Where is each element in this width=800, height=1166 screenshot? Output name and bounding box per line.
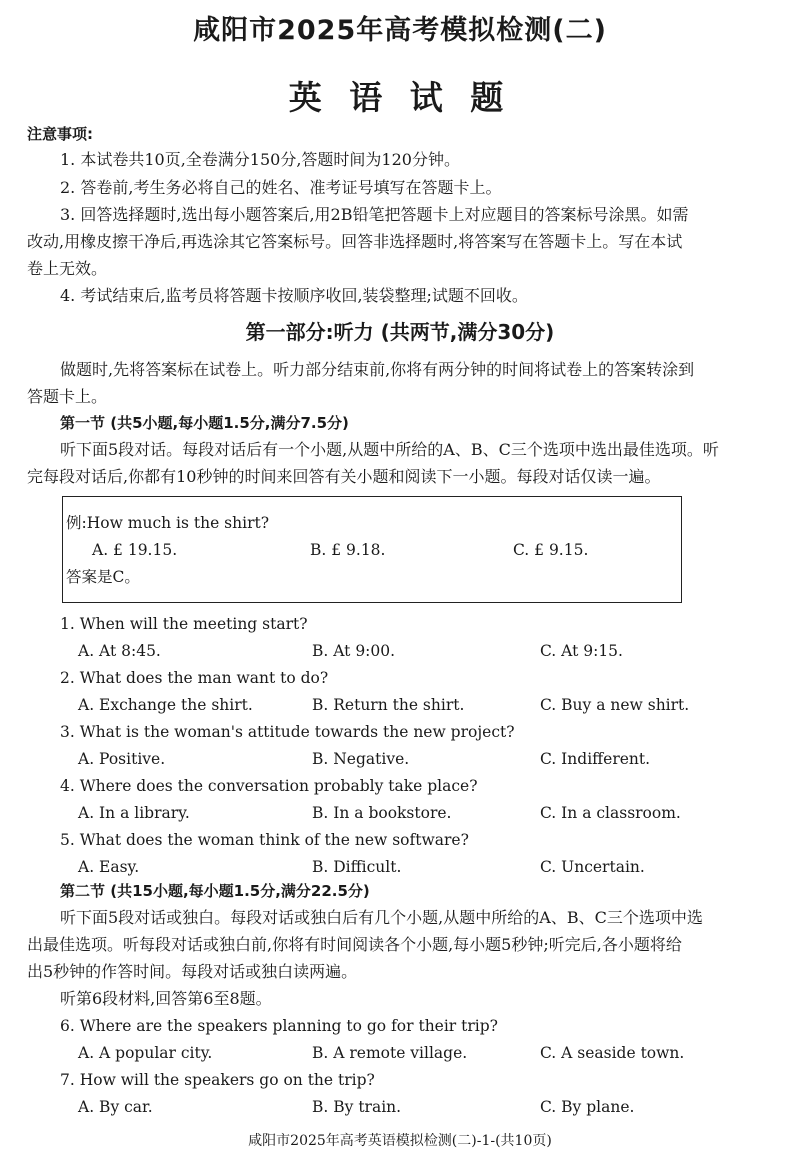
- section2-instructions: 听下面5段对话或独白。每段对话或独白后有几个小题,从题中所给的A、B、C三个选项中选: [60, 908, 703, 927]
- question-6: 6. Where are the speakers planning to go for their trip?: [60, 1017, 498, 1035]
- example-option-b: B. £ 9.18.: [310, 541, 386, 559]
- q4-option-a: A. In a library.: [78, 804, 190, 822]
- question-3: 3. What is the woman's attitude towards the new project?: [60, 723, 515, 741]
- section2-material: 听第6段材料,回答第6至8题。: [60, 989, 272, 1008]
- notes-heading: 注意事项:: [27, 125, 93, 143]
- q7-option-b: B. By train.: [312, 1098, 402, 1116]
- q1-option-c: C. At 9:15.: [540, 642, 623, 660]
- q7-option-c: C. By plane.: [540, 1098, 635, 1116]
- question-5: 5. What does the woman think of the new software?: [60, 831, 469, 849]
- question-2: 2. What does the man want to do?: [60, 669, 329, 687]
- q5-option-b: B. Difficult.: [312, 858, 402, 876]
- section2-heading: 第二节 (共15小题,每小题1.5分,满分22.5分): [60, 882, 370, 900]
- notes-item: 4. 考试结束后,监考员将答题卡按顺序收回,装袋整理;试题不回收。: [60, 286, 528, 305]
- section2-instructions: 出最佳选项。听每段对话或独白前,你将有时间阅读各个小题,每小题5秒钟;听完后,各小题将给: [27, 935, 682, 954]
- question-1: 1. When will the meeting start?: [60, 615, 308, 633]
- q5-option-c: C. Uncertain.: [540, 858, 645, 876]
- notes-item: 1. 本试卷共10页,全卷满分150分,答题时间为120分钟。: [60, 150, 460, 169]
- part1-intro: 做题时,先将答案标在试卷上。听力部分结束前,你将有两分钟的时间将试卷上的答案转涂到: [60, 360, 695, 379]
- question-7: 7. How will the speakers go on the trip?: [60, 1071, 375, 1089]
- exam-subtitle: 英 语 试 题: [288, 78, 512, 117]
- part1-heading: 第一部分:听力 (共两节,满分30分): [245, 320, 555, 344]
- notes-item: 2. 答卷前,考生务必将自己的姓名、准考证号填写在答题卡上。: [60, 178, 502, 197]
- q6-option-c: C. A seaside town.: [540, 1044, 685, 1062]
- q1-option-a: A. At 8:45.: [78, 642, 161, 660]
- notes-item: 卷上无效。: [27, 259, 108, 278]
- exam-title: 咸阳市2025年高考模拟检测(二): [193, 15, 607, 46]
- q5-option-a: A. Easy.: [78, 858, 140, 876]
- example-option-c: C. £ 9.15.: [513, 541, 589, 559]
- q3-option-a: A. Positive.: [78, 750, 166, 768]
- example-option-a: A. £ 19.15.: [92, 541, 178, 559]
- section1-instructions: 听下面5段对话。每段对话后有一个小题,从题中所给的A、B、C三个选项中选出最佳选项。听: [60, 440, 719, 459]
- q3-option-c: C. Indifferent.: [540, 750, 651, 768]
- q3-option-b: B. Negative.: [312, 750, 410, 768]
- q4-option-b: B. In a bookstore.: [312, 804, 452, 822]
- q2-option-c: C. Buy a new shirt.: [540, 696, 690, 714]
- q4-option-c: C. In a classroom.: [540, 804, 681, 822]
- q6-option-b: B. A remote village.: [312, 1044, 468, 1062]
- section2-instructions: 出5秒钟的作答时间。每段对话或独白读两遍。: [27, 962, 358, 981]
- page-footer: 咸阳市2025年高考英语模拟检测(二)-1-(共10页): [248, 1133, 552, 1149]
- question-4: 4. Where does the conversation probably take place?: [60, 777, 478, 795]
- notes-item: 改动,用橡皮擦干净后,再选涂其它答案标号。回答非选择题时,将答案写在答题卡上。写在本试: [27, 232, 683, 251]
- q2-option-a: A. Exchange the shirt.: [78, 696, 253, 714]
- example-answer: 答案是C。: [66, 568, 140, 586]
- q6-option-a: A. A popular city.: [78, 1044, 213, 1062]
- q1-option-b: B. At 9:00.: [312, 642, 396, 660]
- section1-instructions: 完每段对话后,你都有10秒钟的时间来回答有关小题和阅读下一小题。每段对话仅读一遍。: [27, 467, 661, 486]
- q2-option-b: B. Return the shirt.: [312, 696, 465, 714]
- part1-intro: 答题卡上。: [27, 387, 108, 406]
- section1-heading: 第一节 (共5小题,每小题1.5分,满分7.5分): [60, 414, 349, 432]
- notes-item: 3. 回答选择题时,选出每小题答案后,用2B铅笔把答题卡上对应题目的答案标号涂黑。如需: [60, 205, 689, 224]
- q7-option-a: A. By car.: [78, 1098, 153, 1116]
- example-question: 例:How much is the shirt?: [66, 514, 270, 532]
